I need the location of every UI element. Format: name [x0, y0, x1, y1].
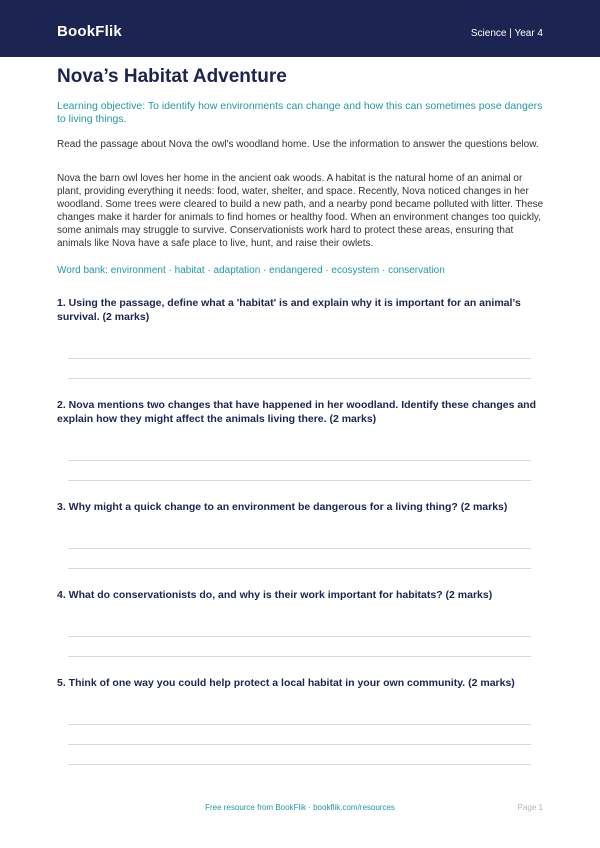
- question-1: 1. Using the passage, define what a 'habitat' is and explain why it is important for an animal’s survival. (2 marks): [57, 297, 521, 323]
- answer-line[interactable]: [68, 568, 531, 569]
- answer-line[interactable]: [68, 480, 531, 481]
- question-4: 4. What do conservationists do, and why is their work important for habitats? (2 marks): [57, 589, 493, 601]
- instructions: Read the passage about Nova the owl's woodland home. Use the information to answer the questions below.: [57, 139, 539, 150]
- footer-source: Free resource from BookFlik · bookflik.com/resources: [205, 803, 395, 812]
- question-2: 2. Nova mentions two changes that have happened in her woodland. Identify these changes and explain how they might affect the animals living there. (2 marks): [57, 399, 537, 425]
- answer-line[interactable]: [68, 358, 531, 359]
- question-5: 5. Think of one way you could help protect a local habitat in your own community. (2 marks): [57, 677, 515, 689]
- brand-logo: BookFlik: [57, 23, 122, 40]
- subject-year-label: Science | Year 4: [470, 28, 543, 39]
- answer-line[interactable]: [68, 548, 531, 549]
- learning-objective: Learning objective: To identify how environments can change and how this can sometimes pose dangers to living things.: [57, 100, 543, 125]
- page-header: [0, 0, 600, 57]
- answer-line[interactable]: [68, 744, 531, 745]
- word-bank: Word bank: environment · habitat · adaptation · endangered · ecosystem · conservation: [57, 265, 445, 276]
- answer-line[interactable]: [68, 460, 531, 461]
- page-number: Page 1: [517, 803, 543, 812]
- answer-line[interactable]: [68, 724, 531, 725]
- reading-passage: Nova the barn owl loves her home in the ancient oak woods. A habitat is the natural home of an animal or plant, providing everything it needs: food, water, shelter, and space. Recently, Nova noticed changes in her woodland. Some trees were cleared to build a new path, and a nearby pond became polluted with litter. These changes make it harder for animals to find homes or healthy food. When an environment changes too quickly, some animals may struggle to survive. Conservationists work hard to protect these areas, ensuring that animals like Nova have a safe place to live, hunt, and raise their owlets.: [57, 173, 544, 249]
- page-title: Nova’s Habitat Adventure: [57, 66, 287, 87]
- answer-line[interactable]: [68, 636, 531, 637]
- answer-line[interactable]: [68, 764, 531, 765]
- answer-line[interactable]: [68, 378, 531, 379]
- answer-line[interactable]: [68, 656, 531, 657]
- question-3: 3. Why might a quick change to an environment be dangerous for a living thing? (2 marks): [57, 501, 508, 513]
